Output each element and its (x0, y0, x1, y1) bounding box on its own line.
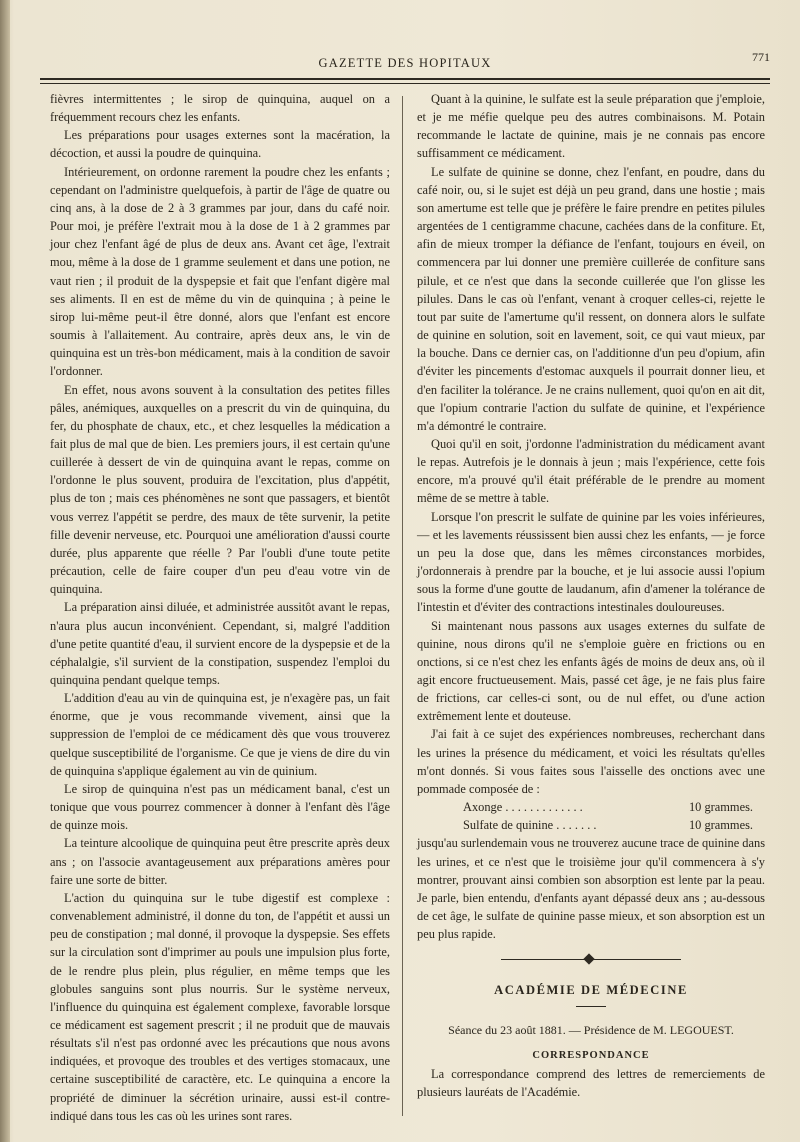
paragraph: La teinture alcoolique de quinquina peut être prescrite après deux ans ; on l'associe avantageusement aux préparations amères pour faire une sorte de bitter. (50, 836, 390, 887)
seance-line: Séance du 23 août 1881. — Présidence de M. LEGOUEST. (448, 1022, 734, 1037)
recipe-formula (417, 798, 765, 834)
page-header (40, 50, 770, 86)
recipe-ingredient: Sulfate de quinine . . . . . . . (463, 818, 597, 833)
header-rule-thick (40, 78, 770, 80)
paragraph: fièvres intermittentes ; le sirop de quinquina, auquel on a fréquemment recours chez les enfants. (50, 92, 390, 125)
recipe-line (463, 798, 765, 816)
paragraph: Quant à la quinine, le sulfate est la seule préparation que j'emploie, et je me méfie quelque peu des autres combinaisons. M. Potain recommande le lactate de quinine, mais je ne connais pas encore suffisamment ce médicament. (417, 92, 765, 161)
page-number: 771 (752, 50, 770, 64)
recipe-quantity: 10 grammes. (688, 818, 753, 833)
paragraph: La préparation ainsi diluée, et administrée aussitôt avant le repas, n'aura plus aucun inconvénient. Cependant, si, malgré l'addition d'une petite quantité d'eau, il survient encore de la dyspepsie et de la céphalalgie, s'il survient de la constipation, suspendez l'emploi du quinquina pendant quelque temps. (50, 600, 390, 687)
right-column (417, 90, 765, 1101)
paragraph: Si maintenant nous passons aux usages externes du sulfate de quinine, nous dirons qu'il ne s'emploie guère en frictions ou en onctions, si ce n'est chez les enfants âgés de moins de deux ans, où il agit encore fructueusement. Mais, passé cet âge, je ne fais plus faire de frictions, car celles-ci sont, ou de nul effet, ou d'une action extrêmement lente et douteuse. (417, 618, 765, 724)
correspondance-heading: CORRESPONDANCE (532, 1049, 650, 1061)
academie-title: ACADÉMIE DE MÉDECINE (494, 983, 688, 998)
recipe-quantity: 10 grammes. (688, 800, 753, 815)
paragraph: L'addition d'eau au vin de quinquina est, je n'exagère pas, un fait énorme, que je vous recommande vivement, ainsi que la suppression de l'emploi de ce médicament dès que vous trouverez quelque susceptibilité de l'organisme. Ce que je viens de dire du vin de quinquina s'applique également au vin de quinium. (50, 691, 390, 778)
page-binding-edge (0, 0, 10, 1142)
recipe-line (463, 816, 765, 834)
short-rule (576, 1006, 606, 1007)
paragraph: Quoi qu'il en soit, j'ordonne l'administration du médicament avant le repas. Autrefois je le donnais à jeun ; mais l'expérience, cette fois encore, m'a prouvé qu'il était préférable de le prendre au moment même de se mettre à table. (417, 436, 765, 506)
paragraph: Le sirop de quinquina n'est pas un médicament banal, c'est un tonique que vous pourrez commencer à donner à l'enfant dès l'âge de quinze mois. (50, 781, 390, 833)
recipe-ingredient: Axonge . . . . . . . . . . . . . (463, 800, 583, 815)
paragraph: Lorsque l'on prescrit le sulfate de quinine par les voies inférieures, — et les lavements réussissent bien aussi chez les enfants, — je force un peu la dose que, dans les mêmes circonstances morbides, j'ordonnerais à prendre par la bouche, et je lui associe aussi l'opium sous la forme d'une goutte de laudanum, afin d'amener la tolérance de l'intestin et d'éviter des contractions intestinales douloureuses. (417, 509, 765, 615)
section-ornament (501, 955, 681, 963)
paragraph: En effet, nous avons souvent à la consultation des petites filles pâles, anémiques, auxquelles on a prescrit du vin de quinquina, du fer, du phosphate de chaux, etc., et chez lesquelles la médication a fait plus de mal que de bien. Les premiers jours, il est certain qu'une cuillerée à dessert de vin de quinquina avant le repas, comme on l'ordonne le plus souvent, produira de l'excitation, plus d'appétit, plus de ton ; mais ces phénomènes ne sont que passagers, et bientôt vous verrez l'appétit se perdre, des maux de tête survenir, la petite fille devenir nerveuse, etc. Pourquoi une amélioration d'aussi courte durée, plus apparente que réelle ? Par l'oubli d'une toute petite précaution, celle de faire couper d'un peu d'eau votre vin de quinquina. (50, 382, 390, 597)
paragraph: Intérieurement, on ordonne rarement la poudre chez les enfants ; cependant on l'administre quelquefois, à partir de l'âge de quatre ou cinq ans, à la dose de 2 à 3 grammes par jour, dans du café noir. Pour moi, je préfère l'extrait mou à la dose de 1 à 2 grammes par jour chez l'enfant âgé de plus de deux ans. Avant cet âge, l'extrait mou, même à la dose de 1 gramme seulement et dans une potion, ne vaut rien ; il produit de la dyspepsie et fait que l'enfant digère mal ses aliments. Il en est de même du vin de quinquina ; à peine le sirop lui-même peut-il être donné, alors que l'enfant est encore soumis à l'allaitement. Au contraire, après deux ans, le vin de quinquina est un très-bon médicament, mais à la condition de savoir l'ordonner. (50, 164, 390, 379)
ornament-diamond (583, 954, 594, 965)
column-divider (402, 96, 403, 1116)
paragraph: L'action du quinquina sur le tube digestif est complexe : convenablement administré, il donne du ton, de l'appétit et aussi un peu de constipation ; mal donné, il provoque la dyspepsie. Ses effets sur la circulation sont d'imprimer au pouls une impulsion plus forte, de le rendre plus plein, plus régulier, en même temps que les globules sanguins sont plus nourris. Sur le système nerveux, l'influence du quinquina est également complexe, favorable lorsque ce médicament est sagement prescrit ; il ne produit que de mauvais résultats s'il n'est pas ordonné avec les précautions que nous avons indiquées, et provoque des troubles et des vertiges stomacaux, une certaine susceptibilité de caractère, etc. Le quinquina a encore la propriété de diminuer la sécrétion urinaire, aussi est-il contre-indiqué dans tous les cas où les urines sont rares. (50, 890, 390, 1123)
header-rule-thin (40, 83, 770, 84)
journal-title: GAZETTE DES HOPITAUX (318, 56, 492, 70)
paragraph: Le sulfate de quinine se donne, chez l'enfant, en poudre, dans du café noir, ou, si le sujet est déjà un peu grand, dans une hostie ; mais son amertume est telle que je préfère le faire prendre en petites pilules argentées de 1 centigramme chacune, cachées dans de la confiture. Et, afin de mieux tromper la défiance de l'enfant, toujours en éveil, on commencera par lui donner une première cuillerée de confiture sans pilule, et ce n'est que dans la seconde cuillerée que l'on glisse les pilules. Dans le cas où l'enfant, venant à croquer celles-ci, rejette le tout par suite de l'amertume qu'il ressent, on donnera alors le sulfate de quinine en solution, soit en lavement, soit, ce qui vaut mieux, par la bouche. Dans ce dernier cas, on l'additionne d'un peu d'opium, afin d'éviter les pincements d'estomac auxquels il pourrait donner lieu, et d'en faciliter la tolérance. Je ne crains nullement, quoi qu'on en ait dit, que l'opium contrarie l'action du sulfate de quinine, et l'expérience m'a démontré le contraire. (417, 164, 765, 433)
paragraph: jusqu'au surlendemain vous ne trouverez aucune trace de quinine dans les urines, et ce n'est que le troisième jour qu'il commencera à s'y montrer, prouvant ainsi combien son absorption est lente par la peau. Je parle, bien entendu, d'enfants ayant dépassé deux ans ; au-dessous de cet âge, le sulfate de quinine passe mieux, et son absorption est un peu plus rapide. (417, 836, 766, 942)
paragraph: J'ai fait à ce sujet des expériences nombreuses, recherchant dans les urines la présence du médicament, et voici les résultats qu'elles m'ont donnés. Si vous faites sous l'aisselle des onctions avec une pommade composée de : (417, 727, 765, 796)
left-column (50, 90, 390, 1125)
paragraph: La correspondance comprend des lettres de remerciements de plusieurs lauréats de l'Académie. (417, 1066, 765, 1099)
paragraph: Les préparations pour usages externes sont la macération, la décoction, et aussi la poudre de quinquina. (50, 128, 390, 161)
